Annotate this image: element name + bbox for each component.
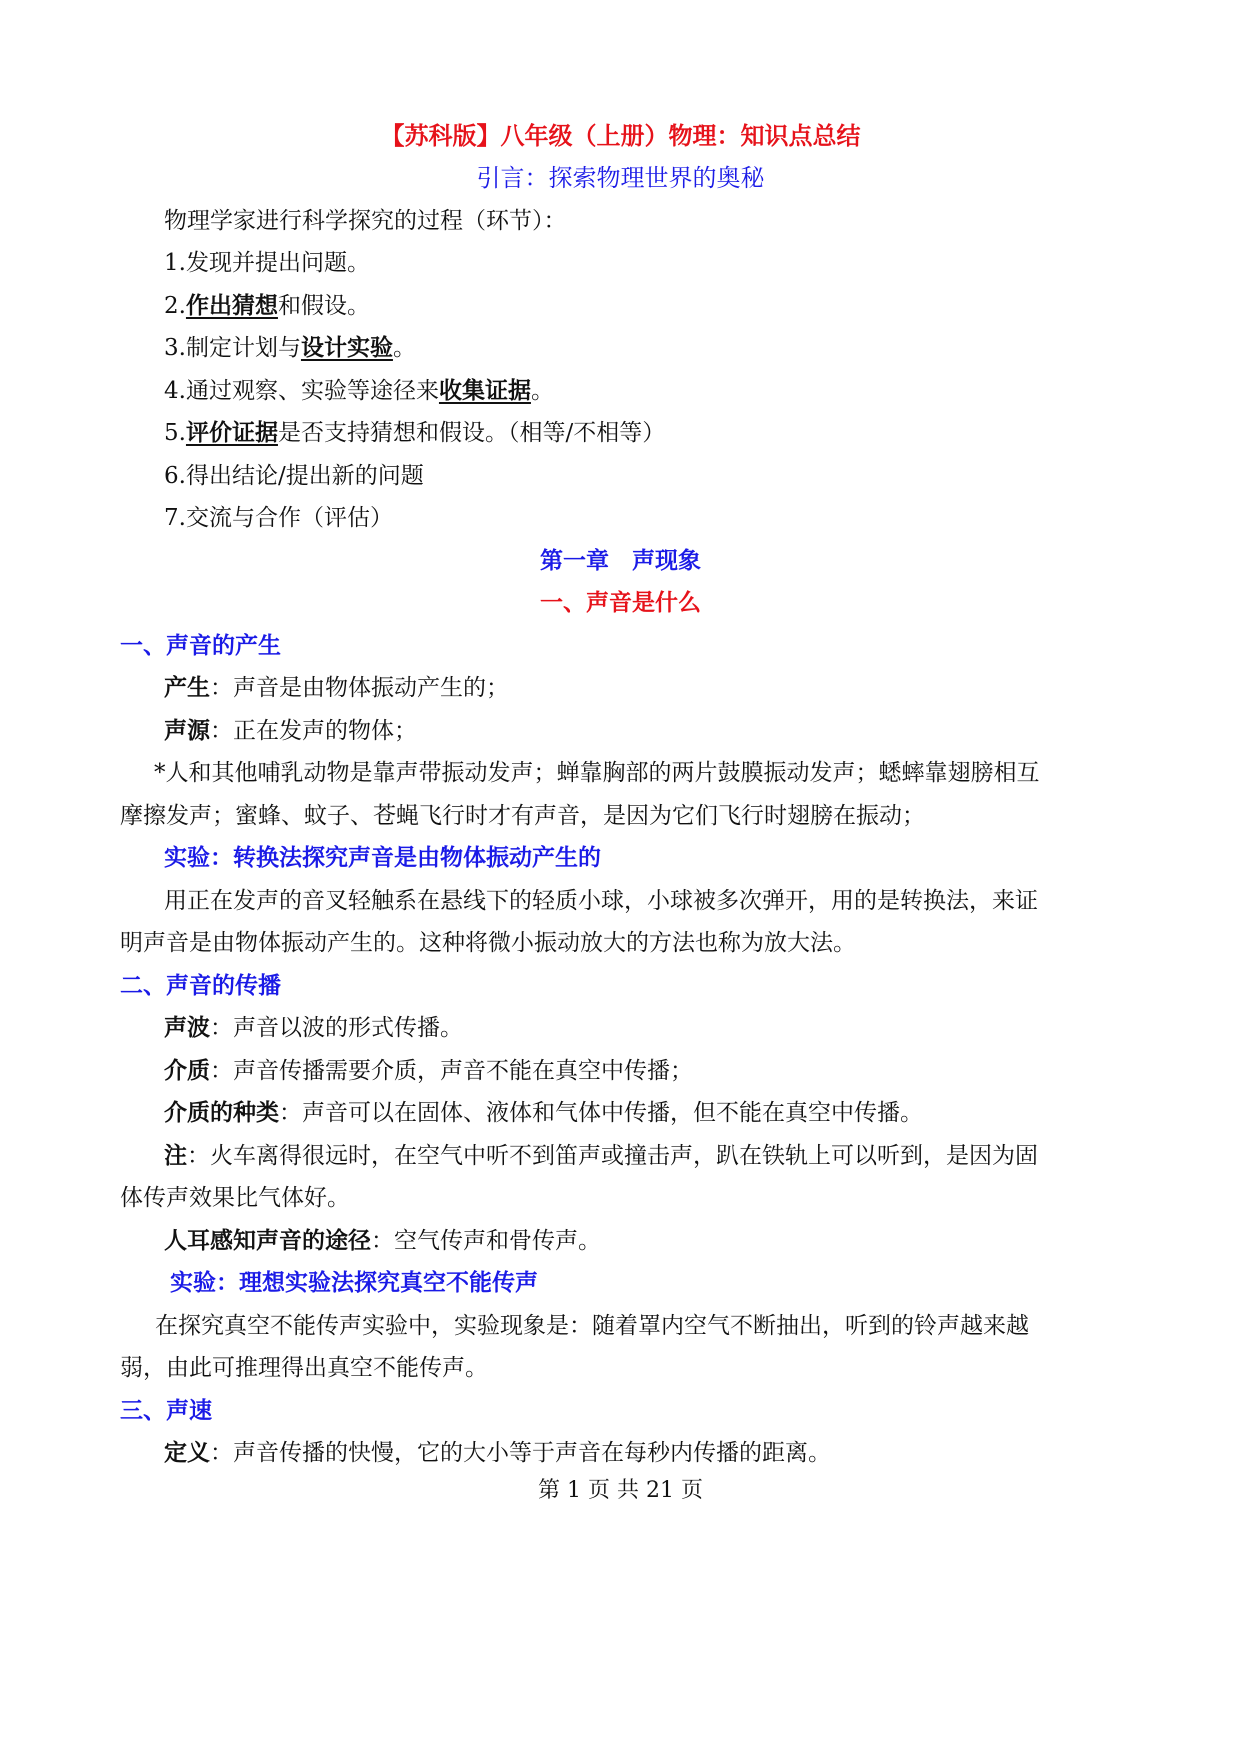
definition-text: ：声音传播的快慢，它的大小等于声音在每秒内传播的距离。 (210, 1440, 831, 1466)
heading-sound-production: 一、声音的产生 (120, 633, 281, 659)
source-text: ：正在发声的物体； (210, 718, 417, 744)
step-2-suffix: 和假设。 (277, 293, 370, 319)
step-4 (0, 376, 1241, 406)
ear-term: 人耳感知声音的途径 (164, 1228, 371, 1254)
source-term: 声源 (164, 718, 210, 744)
ear-perception (0, 1226, 1241, 1256)
heading-sound-propagation: 二、声音的传播 (120, 973, 281, 999)
source-definition (0, 716, 1241, 746)
experiment-1-title: 实验：转换法探究声音是由物体振动产生的 (164, 845, 601, 871)
note-term: 注 (164, 1143, 187, 1169)
intro-heading: 引言：探索物理世界的奥秘 (476, 164, 765, 192)
step-5-keyword: 评价证据 (185, 420, 278, 446)
step-3-keyword: 设计实验 (300, 335, 393, 361)
production-term: 产生 (164, 675, 210, 701)
medium-kind-text: ：声音可以在固体、液体和气体中传播，但不能在真空中传播。 (279, 1100, 923, 1126)
title-edition: 【苏科版】 (380, 122, 501, 150)
medium-kind-term: 介质的种类 (164, 1100, 279, 1126)
wave-definition (0, 1013, 1241, 1043)
wave-term: 声波 (164, 1015, 210, 1041)
step-3-prefix: 3.制定计划与 (164, 335, 301, 361)
page-footer: 第 1 页 共 21 页 (538, 1478, 703, 1503)
step-4-keyword: 收集证据 (438, 378, 531, 404)
experiment-2-line-2: 弱，由此可推理得出真空不能传声。 (120, 1355, 488, 1381)
step-2-keyword: 作出猜想 (185, 293, 278, 319)
note-text: ：火车离得很远时，在空气中听不到笛声或撞击声，趴在铁轨上可以听到，是因为固 (187, 1143, 1038, 1169)
step-4-suffix: 。 (530, 378, 554, 404)
experiment-2-line-1: 在探究真空不能传声实验中，实验现象是：随着罩内空气不断抽出，听到的铃声越来越 (155, 1313, 1029, 1339)
note-line-2: 体传声效果比气体好。 (120, 1185, 350, 1211)
step-3 (0, 333, 1241, 363)
speed-definition (0, 1438, 1241, 1468)
experiment-2-title: 实验：理想实验法探究真空不能传声 (170, 1270, 538, 1296)
step-6: 6.得出结论/提出新的问题 (164, 463, 424, 489)
chapter-heading: 第一章 声现象 (540, 548, 701, 574)
document-title (0, 121, 1241, 151)
experiment-1-line-1: 用正在发声的音叉轻触系在悬线下的轻质小球，小球被多次弹开，用的是转换法，来证 (164, 888, 1038, 914)
medium-text: ：声音传播需要介质，声音不能在真空中传播； (210, 1058, 693, 1084)
process-intro: 物理学家进行科学探究的过程（环节）： (164, 208, 567, 234)
step-2-prefix: 2. (164, 293, 186, 319)
section-heading: 一、声音是什么 (540, 590, 701, 616)
note-line-1 (0, 1141, 1241, 1171)
heading-sound-speed: 三、声速 (120, 1398, 212, 1424)
production-text: ：声音是由物体振动产生的； (210, 675, 509, 701)
step-5-prefix: 5. (164, 420, 186, 446)
medium-term: 介质 (164, 1058, 210, 1084)
medium-kinds (0, 1098, 1241, 1128)
experiment-1-line-2: 明声音是由物体振动产生的。这种将微小振动放大的方法也称为放大法。 (120, 930, 856, 956)
step-1: 1.发现并提出问题。 (164, 250, 370, 276)
step-3-suffix: 。 (392, 335, 416, 361)
production-definition (0, 673, 1241, 703)
step-7: 7.交流与合作（评估） (164, 505, 393, 531)
wave-text: ：声音以波的形式传播。 (210, 1015, 463, 1041)
title-text: 八年级（上册）物理：知识点总结 (500, 122, 861, 150)
step-5 (0, 418, 1241, 448)
animals-line-2: 摩擦发声；蜜蜂、蚊子、苍蝇飞行时才有声音，是因为它们飞行时翅膀在振动； (120, 803, 925, 829)
step-4-prefix: 4.通过观察、实验等途径来 (164, 378, 439, 404)
step-2 (0, 291, 1241, 321)
animals-line-1: *人和其他哺乳动物是靠声带振动发声；蝉靠胸部的两片鼓膜振动发声；蟋蟀靠翅膀相互 (154, 760, 1040, 786)
ear-text: ：空气传声和骨传声。 (371, 1228, 601, 1254)
medium-definition (0, 1056, 1241, 1086)
definition-term: 定义 (164, 1440, 210, 1466)
step-5-suffix: 是否支持猜想和假设。（相等/不相等） (277, 420, 666, 446)
